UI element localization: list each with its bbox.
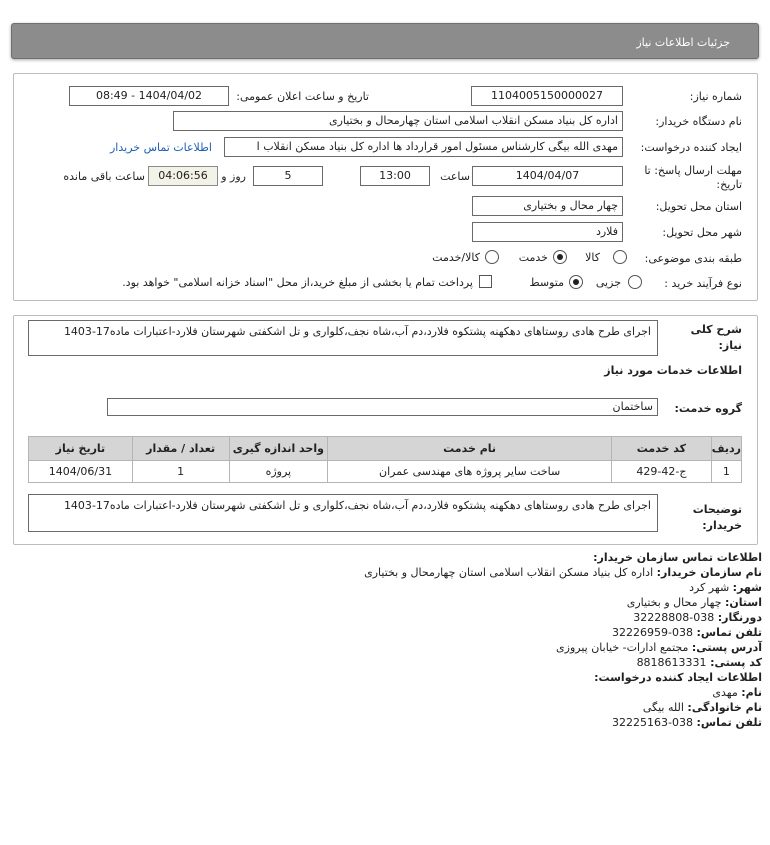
category-option-goods: کالا: [585, 251, 600, 264]
time-label: ساعت: [440, 170, 470, 183]
province-label: استان محل تحویل:: [655, 200, 742, 213]
remaining-time-field: 04:06:56: [148, 166, 218, 186]
process-label: نوع فرآیند خرید :: [664, 277, 742, 290]
category-radio-both[interactable]: [485, 250, 499, 264]
service-group-label: گروه خدمت:: [674, 402, 742, 415]
col-header: ردیف: [711, 437, 741, 461]
contact-fax: دورنگار: 038-32228808: [633, 611, 762, 624]
need-number-label: شماره نیاز:: [689, 90, 742, 103]
deadline-time-field: 13:00: [360, 166, 430, 186]
summary-label: شرح کلی نیاز:: [690, 323, 742, 352]
deadline-label: مهلت ارسال پاسخ: تا: [644, 164, 742, 177]
col-header: نام خدمت: [328, 437, 612, 461]
table-cell: 1404/06/31: [29, 461, 133, 483]
table-cell: پروژه: [229, 461, 328, 483]
process-option-minor: جزیی: [595, 276, 621, 289]
creator-field: مهدی الله بیگی کارشناس مسئول امور قرارداد ها اداره کل بنیاد مسکن انقلاب ا: [224, 137, 623, 157]
category-radio-service[interactable]: [553, 250, 567, 264]
category-option-both: کالا/خدمت: [432, 251, 480, 264]
creator-name: نام: مهدی: [712, 686, 762, 699]
need-info-panel: [13, 73, 758, 301]
buyer-notes-label: توضیحات خریدار:: [692, 503, 742, 532]
creator-family: نام خانوادگی: الله بیگی: [642, 701, 762, 714]
contact-title: اطلاعات تماس سازمان خریدار:: [593, 551, 762, 564]
city-label: شهر محل تحویل:: [662, 226, 742, 239]
process-radio-minor[interactable]: [628, 275, 642, 289]
days-field: 5: [253, 166, 323, 186]
buyer-field: اداره کل بنیاد مسکن انقلاب اسلامی استان چهارمحال و بختیاری: [173, 111, 623, 131]
table-cell: ج-42-429: [612, 461, 712, 483]
contact-city: شهر: شهر کرد: [689, 581, 762, 594]
col-header: کد خدمت: [612, 437, 712, 461]
category-option-service: خدمت: [518, 251, 548, 264]
announce-label: تاریخ و ساعت اعلان عمومی:: [236, 90, 369, 103]
contact-postal: کد پستی: 8818613331: [636, 656, 762, 669]
service-group-field: ساختمان: [107, 398, 658, 416]
process-option-medium: متوسط: [529, 276, 564, 289]
category-label: طبقه بندی موضوعی:: [644, 252, 742, 265]
summary-text: اجرای طرح هادی روستاهای دهکهنه پشتکوه فلارد،دم آب،شاه نجف،کلواری و تل اشکفتی شهرستان فلارد-اعتبارات ماده17-1403: [28, 320, 658, 356]
col-header: تاریخ نیاز: [29, 437, 133, 461]
contact-buyer-link[interactable]: اطلاعات تماس خریدار: [110, 141, 212, 154]
table-cell: 1: [132, 461, 229, 483]
treasury-payment-checkbox[interactable]: [479, 275, 492, 288]
buyer-label: نام دستگاه خریدار:: [655, 115, 742, 128]
contact-address: آدرس پستی: مجتمع ادارات- خیابان پیروزی: [556, 641, 762, 654]
table-row: [29, 461, 742, 483]
page-header: [11, 23, 759, 59]
contact-province: استان: چهار محال و بختیاری: [626, 596, 762, 609]
need-number-field: 1104005150000027: [471, 86, 623, 106]
announce-field: 1404/04/02 - 08:49: [69, 86, 229, 106]
table-cell: ساخت سایر پروژه های مهندسی عمران: [328, 461, 612, 483]
page-title: جزئیات اطلاعات نیاز: [636, 36, 730, 49]
col-header: واحد اندازه گیری: [229, 437, 328, 461]
creator-info-title: اطلاعات ایجاد کننده درخواست:: [594, 671, 762, 684]
deadline-label-2: تاریخ:: [716, 178, 742, 191]
days-label: روز و: [221, 170, 246, 183]
creator-label: ایجاد کننده درخواست:: [640, 141, 742, 154]
city-field: فلارد: [472, 222, 623, 242]
table-header-row: [29, 437, 742, 461]
deadline-date-field: 1404/04/07: [472, 166, 623, 186]
creator-tel: تلفن تماس: 038-32225163: [612, 716, 762, 729]
remaining-label: ساعت باقی مانده: [63, 170, 145, 183]
province-field: چهار محال و بختیاری: [472, 196, 623, 216]
services-table: [28, 436, 742, 483]
col-header: تعداد / مقدار: [132, 437, 229, 461]
table-cell: 1: [711, 461, 741, 483]
buyer-notes-text: اجرای طرح هادی روستاهای دهکهنه پشتکوه فلارد،دم آب،شاه نجف،کلواری و تل اشکفتی شهرستان فلارد-اعتبارات ماده17-1403: [28, 494, 658, 532]
category-radio-goods[interactable]: [613, 250, 627, 264]
process-radio-medium[interactable]: [569, 275, 583, 289]
payment-note: پرداخت تمام یا بخشی از مبلغ خرید،از محل "اسناد خزانه اسلامی" خواهد بود.: [122, 276, 473, 289]
contact-org: نام سازمان خریدار: اداره کل بنیاد مسکن انقلاب اسلامی استان چهارمحال و بختیاری: [364, 566, 762, 579]
services-section-title: اطلاعات خدمات مورد نیاز: [604, 364, 742, 377]
contact-tel: تلفن تماس: 038-32226959: [612, 626, 762, 639]
